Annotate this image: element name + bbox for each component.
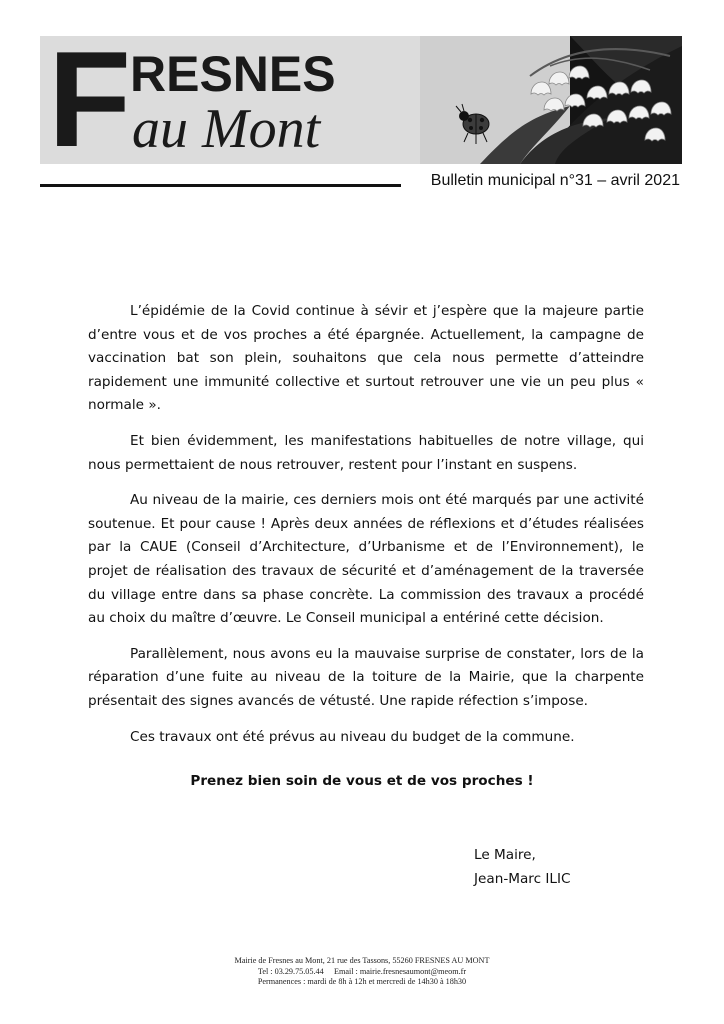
masthead-banner: [40, 36, 682, 164]
paragraph: L’épidémie de la Covid continue à sévir et j’espère que la majeure partie d’entre vous et de vos proches a été épargnée. Actuellement, la campagne de vaccination bat son plein, souhaitons que cela nous permette d’atteindre rapidement une immunité collective et surtout retrouver une vie un peu plus « normale ».: [88, 303, 644, 414]
paragraph: Ces travaux ont été prévus au niveau du budget de la commune.: [130, 728, 575, 745]
footer: [0, 956, 724, 988]
signature-title: Le Maire,: [474, 847, 536, 863]
header-rule: [40, 184, 401, 187]
closing-line: Prenez bien soin de vous et de vos proches !: [190, 773, 534, 789]
signature-block: [474, 844, 570, 891]
footer-contact: Tel : 03.29.75.05.44 Email : mairie.fresnesaumont@meom.fr: [257, 966, 467, 976]
logo-initial: F: [48, 36, 128, 164]
paragraph: Au niveau de la mairie, ces derniers mois ont été marqués par une activité soutenue. Et pour cause ! Après deux années de réflexions et d’études réalisées par la CAUE (Conseil d’Architecture, d’Urbanisme et de l’Environnement), le projet de réalisation des travaux de sécurité et d’aménagement de la traversée du village entre dans sa phase concrète. La commission des travaux a procédé au choix du maître d’œuvre. Le Conseil municipal a entériné cette décision.: [88, 492, 644, 627]
logo-word-resnes: RESNES: [130, 46, 336, 102]
logo-word-aumont: au Mont: [132, 98, 321, 160]
signature-name: Jean-Marc ILIC: [474, 870, 571, 887]
paragraph: Parallèlement, nous avons eu la mauvaise surprise de constater, lors de la réparation d’une fuite au niveau de la toiture de la Mairie, que la charpente présentait des signes avancés de vétusté. Une rapide réfection s’impose.: [88, 645, 644, 709]
bulletin-issue: Bulletin municipal n°31 – avril 2021: [430, 172, 680, 189]
paragraph: Et bien évidemment, les manifestations habituelles de notre village, qui nous permettaient de nous retrouver, restent pour l’instant en suspens.: [88, 432, 644, 473]
footer-hours: Permanences : mardi de 8h à 12h et mercredi de 14h30 à 18h30: [257, 977, 467, 986]
lily-of-the-valley-ladybug-illustration: [420, 36, 682, 164]
letter-body: [88, 300, 644, 761]
footer-address: Mairie de Fresnes au Mont, 21 rue des Tassons, 55260 FRESNES AU MONT: [234, 956, 490, 965]
